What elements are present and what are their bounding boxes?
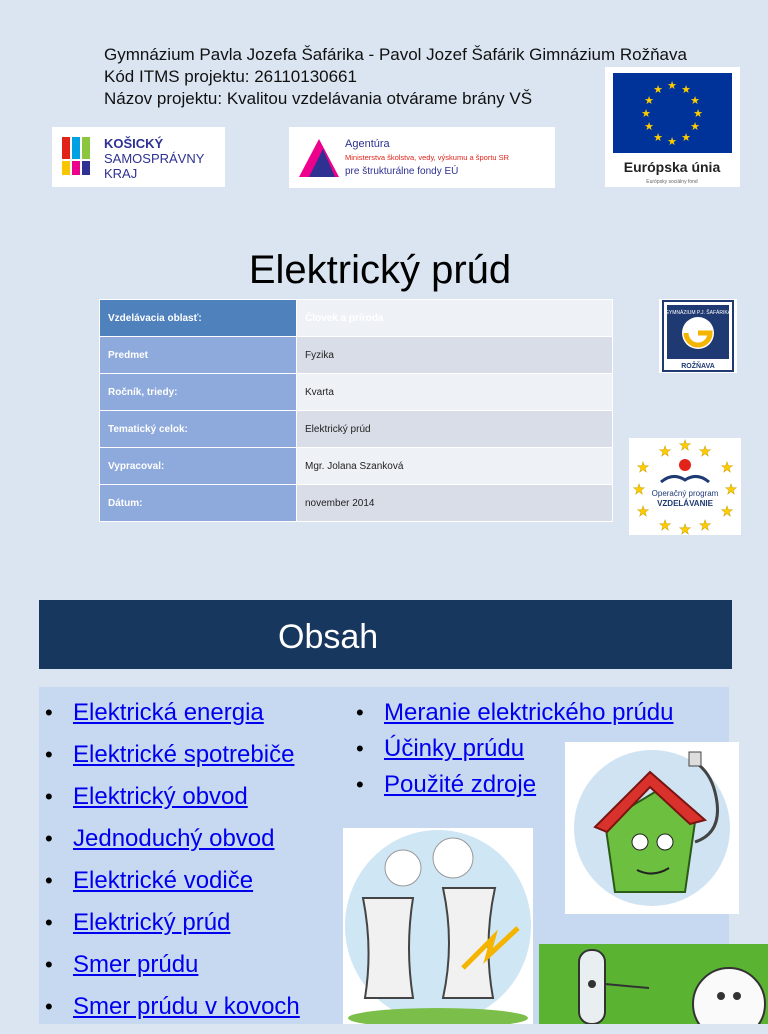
bulb-illustration: [539, 944, 768, 1024]
agentura-line1: Agentúra: [345, 138, 390, 150]
list-item: [39, 866, 300, 908]
svg-text:★: ★: [644, 94, 654, 107]
svg-text:★: ★: [636, 504, 650, 520]
toc-link[interactable]: Účinky prúdu: [384, 735, 525, 762]
svg-text:★: ★: [636, 460, 650, 476]
school-name: Gymnázium Pavla Jozefa Šafárika - Pavol Jozef Šafárik Gimnázium Rožňava: [104, 45, 687, 64]
svg-text:★: ★: [667, 135, 677, 148]
page-title: Elektrický prúd: [248, 248, 512, 292]
project-code: Kód ITMS projektu: 26110130661: [104, 67, 357, 86]
op-vzdelavanie-stars-icon: [629, 438, 741, 535]
list-item: [39, 908, 300, 950]
svg-text:★: ★: [681, 83, 691, 96]
toc-link[interactable]: Smer prúdu: [73, 951, 199, 978]
toc-link[interactable]: Elektrický prúd: [73, 909, 231, 936]
toc-link[interactable]: Smer prúdu v kovoch: [73, 993, 300, 1020]
list-item: [39, 740, 300, 782]
kosicky-kraj-logo: [52, 127, 225, 187]
bulb-cartoon-icon: [539, 944, 768, 1024]
eu-sub: Európsky sociálny fond: [646, 179, 698, 185]
svg-text:★: ★: [698, 444, 712, 460]
table-row: Dátum: november 2014: [100, 485, 613, 522]
toc-link[interactable]: Elektrické spotrebiče: [73, 741, 295, 768]
ksk-line1: KOŠICKÝ: [104, 136, 164, 151]
toc-link[interactable]: Elektrická energia: [73, 699, 264, 726]
svg-text:★: ★: [698, 518, 712, 534]
toc-link[interactable]: Elektrický obvod: [73, 783, 248, 810]
list-item: [350, 698, 674, 734]
toc-link[interactable]: Jednoduchý obvod: [73, 825, 275, 852]
svg-text:★: ★: [644, 120, 654, 133]
toc-link[interactable]: Použité zdroje: [384, 771, 537, 798]
opv-line1: Operačný program: [651, 489, 719, 498]
svg-text:★: ★: [693, 107, 703, 120]
gymnazium-emblem-icon: [659, 299, 737, 373]
agentura-book-icon: [289, 127, 555, 188]
agentura-line3: pre štrukturálne fondy EÚ: [345, 166, 459, 177]
table-row: Predmet Fyzika: [100, 337, 613, 374]
table-row: Vypracoval: Mgr. Jolana Szanková: [100, 448, 613, 485]
svg-text:★: ★: [658, 518, 672, 534]
svg-text:★: ★: [653, 83, 663, 96]
list-item: [39, 992, 300, 1034]
svg-text:★: ★: [653, 131, 663, 144]
ksk-line2: SAMOSPRÁVNY: [104, 151, 205, 166]
svg-text:★: ★: [658, 444, 672, 460]
obsah-banner: [39, 600, 732, 669]
eu-label: Európska únia: [623, 159, 721, 175]
house-plug-icon: [565, 742, 739, 914]
agentura-line2: Ministerstva školstva, vedy, výskumu a športu SR: [345, 153, 510, 162]
table-row: Vzdelávacia oblasť: Človek a príroda: [100, 300, 613, 337]
svg-text:★: ★: [667, 79, 677, 92]
svg-text:★: ★: [632, 482, 646, 498]
power-plant-icon: [343, 828, 533, 1024]
svg-text:★: ★: [678, 522, 692, 535]
svg-text:★: ★: [720, 460, 734, 476]
agentura-logo: [289, 127, 555, 188]
svg-text:★: ★: [720, 504, 734, 520]
toc-list-left: [39, 698, 300, 1034]
eu-logo: [605, 67, 740, 187]
toc-link[interactable]: Meranie elektrického prúdu: [384, 699, 674, 726]
kosicky-kraj-emblem-icon: [52, 127, 225, 187]
power-plant-illustration: [343, 828, 533, 1024]
svg-text:★: ★: [724, 482, 738, 498]
gym-top: GYMNÁZIUM P.J. ŠAFÁRIKA: [664, 310, 732, 316]
info-table: [99, 299, 613, 522]
house-plug-illustration: [565, 742, 739, 914]
op-vzdelavanie-logo: [629, 438, 741, 535]
svg-text:★: ★: [690, 120, 700, 133]
table-row: Ročník, triedy: Kvarta: [100, 374, 613, 411]
svg-text:★: ★: [681, 131, 691, 144]
gym-bottom: ROŽŇAVA: [681, 363, 715, 370]
opv-line2: VZDELÁVANIE: [657, 499, 713, 508]
table-row: Tematický celok: Elektrický prúd: [100, 411, 613, 448]
list-item: [39, 782, 300, 824]
svg-text:★: ★: [641, 107, 651, 120]
obsah-title: Obsah: [278, 618, 379, 656]
project-name: Názov projektu: Kvalitou vzdelávania otvárame brány VŠ: [104, 89, 533, 108]
toc-link[interactable]: Elektrické vodiče: [73, 867, 254, 894]
list-item: [39, 698, 300, 740]
svg-text:★: ★: [690, 94, 700, 107]
list-item: [39, 824, 300, 866]
header-text: [104, 44, 687, 110]
svg-text:★: ★: [678, 438, 692, 454]
eu-flag-icon: [605, 67, 740, 187]
gymnazium-logo: [659, 299, 737, 373]
ksk-line3: KRAJ: [104, 166, 138, 181]
list-item: [39, 950, 300, 992]
